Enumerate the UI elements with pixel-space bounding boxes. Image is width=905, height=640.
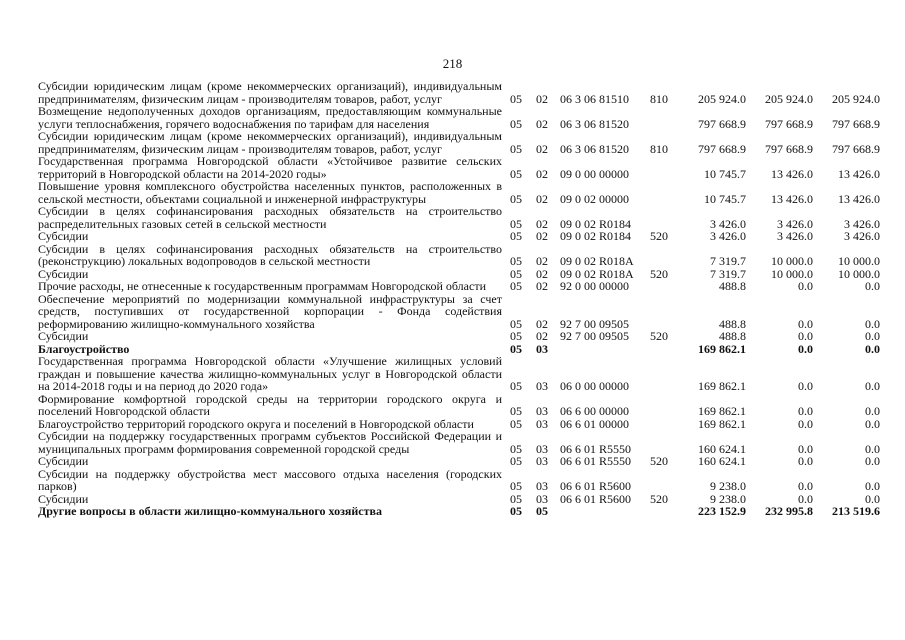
target-article-code: 06 6 00 00000 xyxy=(560,404,629,418)
amount-year-3: 0.0 xyxy=(865,316,880,331)
amount-year-3: 213 519.6 xyxy=(832,504,880,518)
amount-year-3: 0.0 xyxy=(865,379,880,393)
row-name: Повышение уровня комплексного обустройства населенных пунктов, расположенных в сельской местности, объектами социальной и инженерной инфраструктуры xyxy=(38,179,502,206)
expense-type-code xyxy=(650,418,684,431)
section-code: 05 xyxy=(510,191,522,206)
amount-year-3: 0.0 xyxy=(865,416,880,431)
expense-type-code xyxy=(650,105,684,130)
amount-year-3: 3 426.0 xyxy=(844,216,880,231)
expense-type-code: 520 xyxy=(650,266,668,281)
amount-year-1: 7 319.7 xyxy=(710,266,746,281)
amount-year-3: 3 426.0 xyxy=(844,229,880,243)
target-article-code: 09 0 02 R018A xyxy=(560,254,634,268)
section-code: 05 xyxy=(510,404,522,418)
amount-year-2: 0.0 xyxy=(798,441,813,456)
table-row xyxy=(38,80,880,105)
expense-type-code xyxy=(650,243,684,268)
amount-year-2: 10 000.0 xyxy=(771,254,813,268)
amount-year-3: 797 668.9 xyxy=(832,116,880,131)
expense-type-code xyxy=(650,343,684,356)
amount-year-1: 169 862.1 xyxy=(698,379,746,393)
row-name: Субсидии xyxy=(38,266,89,281)
subsection-code: 02 xyxy=(536,229,548,243)
expense-type-code xyxy=(650,468,684,493)
section-code: 05 xyxy=(510,116,522,131)
amount-year-1: 9 238.0 xyxy=(710,479,746,493)
section-code: 05 xyxy=(510,279,522,293)
row-name: Субсидии в целях софинансирования расходных обязательств на строительство (реконструкцию) локальных водопроводов в сельской местности xyxy=(38,241,502,268)
expense-type-code xyxy=(650,430,684,455)
amount-year-2: 0.0 xyxy=(798,416,813,431)
expense-type-code: 520 xyxy=(650,229,668,243)
subsection-code: 03 xyxy=(536,441,548,456)
row-name: Субсидии xyxy=(38,454,89,468)
row-name: Субсидии юридическим лицам (кроме некоммерческих организаций), индивидуальным предпринимателям, физическим лицам - производителям товаров, работ, услуг xyxy=(38,129,502,156)
table-row xyxy=(38,393,880,418)
amount-year-1: 223 152.9 xyxy=(698,504,746,518)
subsection-code: 03 xyxy=(536,416,548,431)
row-name: Субсидии xyxy=(38,491,89,506)
target-article-code: 92 0 00 00000 xyxy=(560,279,629,293)
amount-year-2: 0.0 xyxy=(798,379,813,393)
amount-year-2: 0.0 xyxy=(798,316,813,331)
section-code: 05 xyxy=(510,166,522,181)
table-row xyxy=(38,430,880,455)
amount-year-1: 9 238.0 xyxy=(710,491,746,506)
subsection-code: 03 xyxy=(536,404,548,418)
amount-year-2: 0.0 xyxy=(798,404,813,418)
table-row xyxy=(38,130,880,155)
amount-year-3: 13 426.0 xyxy=(838,166,880,181)
target-article-code: 06 6 01 R5600 xyxy=(560,491,632,506)
expense-type-code xyxy=(650,205,684,230)
amount-year-1: 10 745.7 xyxy=(704,166,746,181)
expense-type-code xyxy=(650,293,684,331)
amount-year-3: 0.0 xyxy=(865,454,880,468)
subsection-code: 02 xyxy=(536,91,548,106)
amount-year-1: 160 624.1 xyxy=(698,441,746,456)
expense-type-code: 520 xyxy=(650,329,668,343)
section-code: 05 xyxy=(510,479,522,493)
section-code: 05 xyxy=(510,229,522,243)
table-row xyxy=(38,180,880,205)
subsection-code: 03 xyxy=(536,491,548,506)
subsection-code: 02 xyxy=(536,141,548,156)
expense-type-code: 520 xyxy=(650,454,668,468)
section-code: 05 xyxy=(510,441,522,456)
target-article-code: 06 6 01 R5550 xyxy=(560,441,632,456)
amount-year-1: 488.8 xyxy=(719,329,746,343)
amount-year-1: 7 319.7 xyxy=(710,254,746,268)
amount-year-1: 160 624.1 xyxy=(698,454,746,468)
target-article-code: 06 6 01 R5550 xyxy=(560,454,632,468)
target-article-code: 09 0 00 00000 xyxy=(560,166,629,181)
expense-type-code xyxy=(650,355,684,393)
budget-table xyxy=(38,80,880,518)
expense-type-code xyxy=(650,393,684,418)
table-row xyxy=(38,468,880,493)
amount-year-3: 205 924.0 xyxy=(832,91,880,106)
subsection-code: 02 xyxy=(536,279,548,293)
table-row xyxy=(38,155,880,180)
table-row xyxy=(38,205,880,230)
amount-year-2: 0.0 xyxy=(798,279,813,293)
amount-year-1: 3 426.0 xyxy=(710,229,746,243)
amount-year-1: 169 862.1 xyxy=(698,404,746,418)
row-name: Государственная программа Новгородской области «Устойчивое развитие сельских территорий в Новгородской области на 2014-2020 годы» xyxy=(38,154,502,181)
target-article-code: 06 3 06 81510 xyxy=(560,91,629,106)
row-name: Государственная программа Новгородской области «Улучшение жилищных условий граждан и повышение качества жилищно-коммунальных услуг в Новгородской области на 2014-2018 годы и на период до 2020 года» xyxy=(38,354,502,393)
section-code: 05 xyxy=(510,216,522,231)
subsection-code: 02 xyxy=(536,329,548,343)
subsection-code: 03 xyxy=(536,479,548,493)
row-name: Другие вопросы в области жилищно-коммунального хозяйства xyxy=(38,504,383,518)
amount-year-2: 0.0 xyxy=(798,341,813,356)
amount-year-2: 205 924.0 xyxy=(765,91,813,106)
expense-type-code xyxy=(650,180,684,205)
subsection-code: 02 xyxy=(536,266,548,281)
target-article-code: 09 0 02 R0184 xyxy=(560,229,632,243)
table-row xyxy=(38,105,880,130)
subsection-code: 02 xyxy=(536,166,548,181)
expense-type-code xyxy=(650,280,684,293)
subsection-code: 02 xyxy=(536,254,548,268)
subsection-code: 02 xyxy=(536,216,548,231)
amount-year-2: 797 668.9 xyxy=(765,116,813,131)
expense-type-code xyxy=(650,505,684,518)
amount-year-2: 10 000.0 xyxy=(771,266,813,281)
amount-year-2: 0.0 xyxy=(798,491,813,506)
amount-year-2: 232 995.8 xyxy=(765,504,813,518)
subsection-code: 03 xyxy=(536,341,548,356)
amount-year-1: 488.8 xyxy=(719,279,746,293)
target-article-code: 06 6 01 00000 xyxy=(560,416,629,431)
amount-year-3: 0.0 xyxy=(865,279,880,293)
table-row xyxy=(38,230,880,243)
target-article-code: 92 7 00 09505 xyxy=(560,316,629,331)
section-code: 05 xyxy=(510,454,522,468)
section-code: 05 xyxy=(510,379,522,393)
table-row xyxy=(38,505,880,518)
target-article-code: 09 0 02 00000 xyxy=(560,191,629,206)
amount-year-2: 797 668.9 xyxy=(765,141,813,156)
section-code: 05 xyxy=(510,491,522,506)
subsection-code: 05 xyxy=(536,504,548,518)
target-article-code: 06 3 06 81520 xyxy=(560,141,629,156)
amount-year-1: 3 426.0 xyxy=(710,216,746,231)
amount-year-1: 169 862.1 xyxy=(698,341,746,356)
amount-year-1: 488.8 xyxy=(719,316,746,331)
subsection-code: 03 xyxy=(536,379,548,393)
amount-year-1: 205 924.0 xyxy=(698,91,746,106)
section-code: 05 xyxy=(510,329,522,343)
section-code: 05 xyxy=(510,254,522,268)
table-row xyxy=(38,280,880,293)
amount-year-2: 3 426.0 xyxy=(777,216,813,231)
section-code: 05 xyxy=(510,316,522,331)
row-name: Обеспечение мероприятий по модернизации коммунальной инфраструктуры за счет средств, поступивших от государственной корпорации - Фонда содействия реформированию жилищно-коммунального хозяйства xyxy=(38,291,502,331)
subsection-code: 02 xyxy=(536,116,548,131)
target-article-code xyxy=(560,505,650,518)
amount-year-3: 13 426.0 xyxy=(838,191,880,206)
row-name: Благоустройство территорий городского округа и поселений в Новгородской области xyxy=(38,416,474,431)
amount-year-3: 10 000.0 xyxy=(838,266,880,281)
amount-year-3: 0.0 xyxy=(865,479,880,493)
expense-type-code: 520 xyxy=(650,491,668,506)
expense-type-code: 810 xyxy=(650,91,668,106)
target-article-code: 92 7 00 09505 xyxy=(560,329,629,343)
amount-year-1: 797 668.9 xyxy=(698,141,746,156)
section-code: 05 xyxy=(510,416,522,431)
amount-year-2: 0.0 xyxy=(798,454,813,468)
row-name: Возмещение недополученных доходов организациям, предоставляющим коммунальные услуги теплоснабжения, горячего водоснабжения по тарифам для населения xyxy=(38,104,502,131)
amount-year-3: 0.0 xyxy=(865,404,880,418)
table-row xyxy=(38,293,880,331)
amount-year-3: 0.0 xyxy=(865,491,880,506)
section-code: 05 xyxy=(510,504,522,518)
subsection-code: 02 xyxy=(536,316,548,331)
amount-year-1: 797 668.9 xyxy=(698,116,746,131)
amount-year-3: 0.0 xyxy=(865,329,880,343)
target-article-code: 06 3 06 81520 xyxy=(560,116,629,131)
row-name: Субсидии на поддержку государственных программ субъектов Российской Федерации и муниципальных программ формирования современной городской среды xyxy=(38,429,502,456)
amount-year-3: 10 000.0 xyxy=(838,254,880,268)
amount-year-2: 3 426.0 xyxy=(777,229,813,243)
target-article-code: 09 0 02 R018A xyxy=(560,266,634,281)
row-name: Субсидии юридическим лицам (кроме некоммерческих организаций), индивидуальным предпринимателям, физическим лицам - производителям товаров, работ, услуг xyxy=(38,79,502,106)
expense-type-code: 810 xyxy=(650,141,668,156)
row-name: Субсидии xyxy=(38,329,89,343)
amount-year-3: 0.0 xyxy=(865,441,880,456)
row-name: Субсидии в целях софинансирования расходных обязательств на строительство распределительных газовых сетей в сельской местности xyxy=(38,204,502,231)
section-code: 05 xyxy=(510,266,522,281)
amount-year-3: 797 668.9 xyxy=(832,141,880,156)
table-row xyxy=(38,455,880,468)
subsection-code: 03 xyxy=(536,454,548,468)
amount-year-2: 0.0 xyxy=(798,329,813,343)
row-name: Субсидии на поддержку обустройства мест массового отдыха населения (городских парков) xyxy=(38,466,502,493)
table-row xyxy=(38,243,880,268)
table-row xyxy=(38,355,880,393)
amount-year-2: 13 426.0 xyxy=(771,166,813,181)
target-article-code: 06 0 00 00000 xyxy=(560,379,629,393)
amount-year-2: 0.0 xyxy=(798,479,813,493)
amount-year-2: 13 426.0 xyxy=(771,191,813,206)
section-code: 05 xyxy=(510,141,522,156)
section-code: 05 xyxy=(510,341,522,356)
target-article-code: 06 6 01 R5600 xyxy=(560,479,632,493)
row-name: Благоустройство xyxy=(38,341,130,356)
row-name: Прочие расходы, не отнесенные к государственным программам Новгородской области xyxy=(38,279,486,293)
target-article-code: 09 0 02 R0184 xyxy=(560,216,632,231)
table-body xyxy=(38,80,880,518)
amount-year-1: 10 745.7 xyxy=(704,191,746,206)
page-number: 218 xyxy=(442,56,463,71)
expense-type-code xyxy=(650,155,684,180)
target-article-code xyxy=(560,343,650,356)
section-code: 05 xyxy=(510,91,522,106)
subsection-code: 02 xyxy=(536,191,548,206)
table-row xyxy=(38,330,880,343)
row-name: Субсидии xyxy=(38,229,89,243)
amount-year-3: 0.0 xyxy=(865,341,880,356)
row-name: Формирование комфортной городской среды на территории городского округа и поселений Новгородской области xyxy=(38,391,502,418)
amount-year-1: 169 862.1 xyxy=(698,416,746,431)
